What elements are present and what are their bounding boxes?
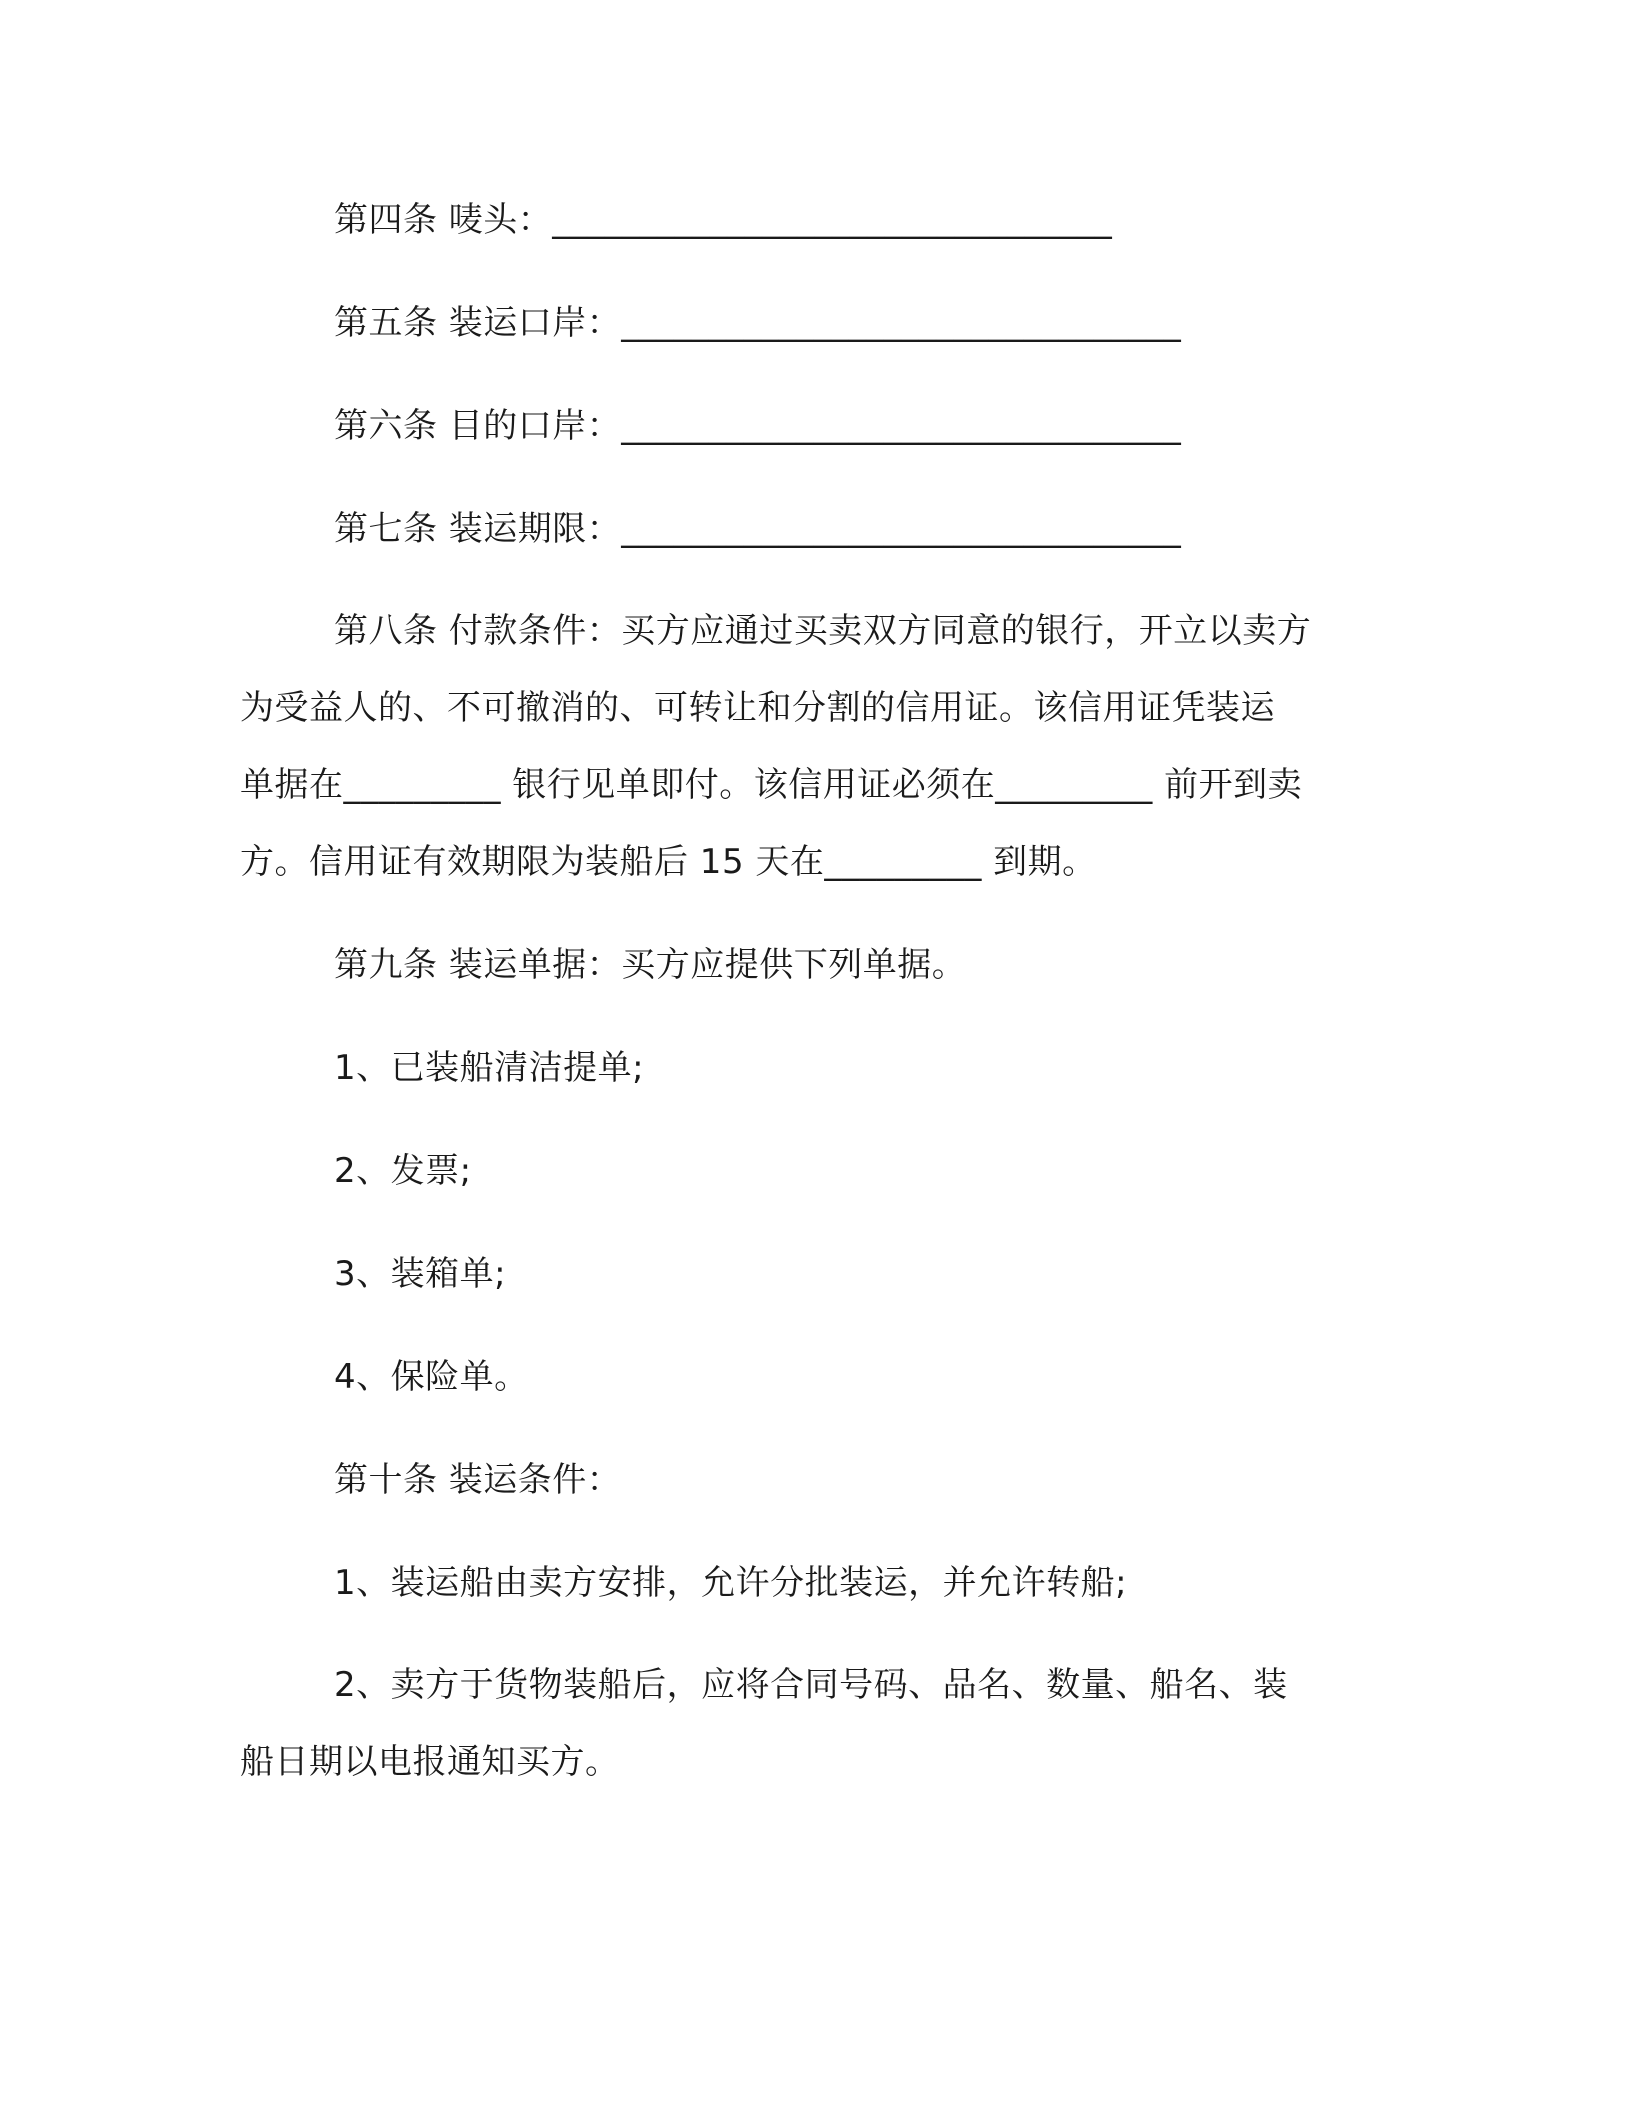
list-item: 3、装箱单; xyxy=(334,1254,507,1294)
article-7-shipment-period: 第七条 装运期限：________________________________ xyxy=(334,509,1182,549)
list-item: 1、已装船清洁提单; xyxy=(334,1048,645,1088)
article-10-shipment-conditions: 第十条 装运条件： xyxy=(334,1460,622,1500)
article-10-item-2-line-2: 船日期以电报通知买方。 xyxy=(240,1742,620,1782)
article-5-port-of-loading: 第五条 装运口岸：________________________________ xyxy=(334,303,1182,343)
list-item: 2、发票; xyxy=(334,1151,472,1191)
article-9-shipping-documents: 第九条 装运单据：买方应提供下列单据。 xyxy=(334,945,967,985)
article-10-item-1: 1、装运船由卖方安排，允许分批装运，并允许转船; xyxy=(334,1563,1128,1603)
list-item: 4、保险单。 xyxy=(334,1357,529,1397)
article-8-payment-terms-line-4: 方。信用证有效期限为装船后 15 天在_________ 到期。 xyxy=(240,842,1097,882)
article-4-shipping-marks: 第四条 唛头：________________________________ xyxy=(334,200,1113,240)
article-6-port-of-destination: 第六条 目的口岸：________________________________ xyxy=(334,406,1182,446)
article-8-payment-terms-line-2: 为受益人的、不可撤消的、可转让和分割的信用证。该信用证凭装运 xyxy=(240,688,1275,728)
article-8-payment-terms-line-1: 第八条 付款条件：买方应通过买卖双方同意的银行，开立以卖方 xyxy=(334,611,1312,651)
article-8-payment-terms-line-3: 单据在_________ 银行见单即付。该信用证必须在_________ 前开到卖 xyxy=(240,765,1303,805)
article-10-item-2-line-1: 2、卖方于货物装船后，应将合同号码、品名、数量、船名、装 xyxy=(334,1665,1288,1705)
